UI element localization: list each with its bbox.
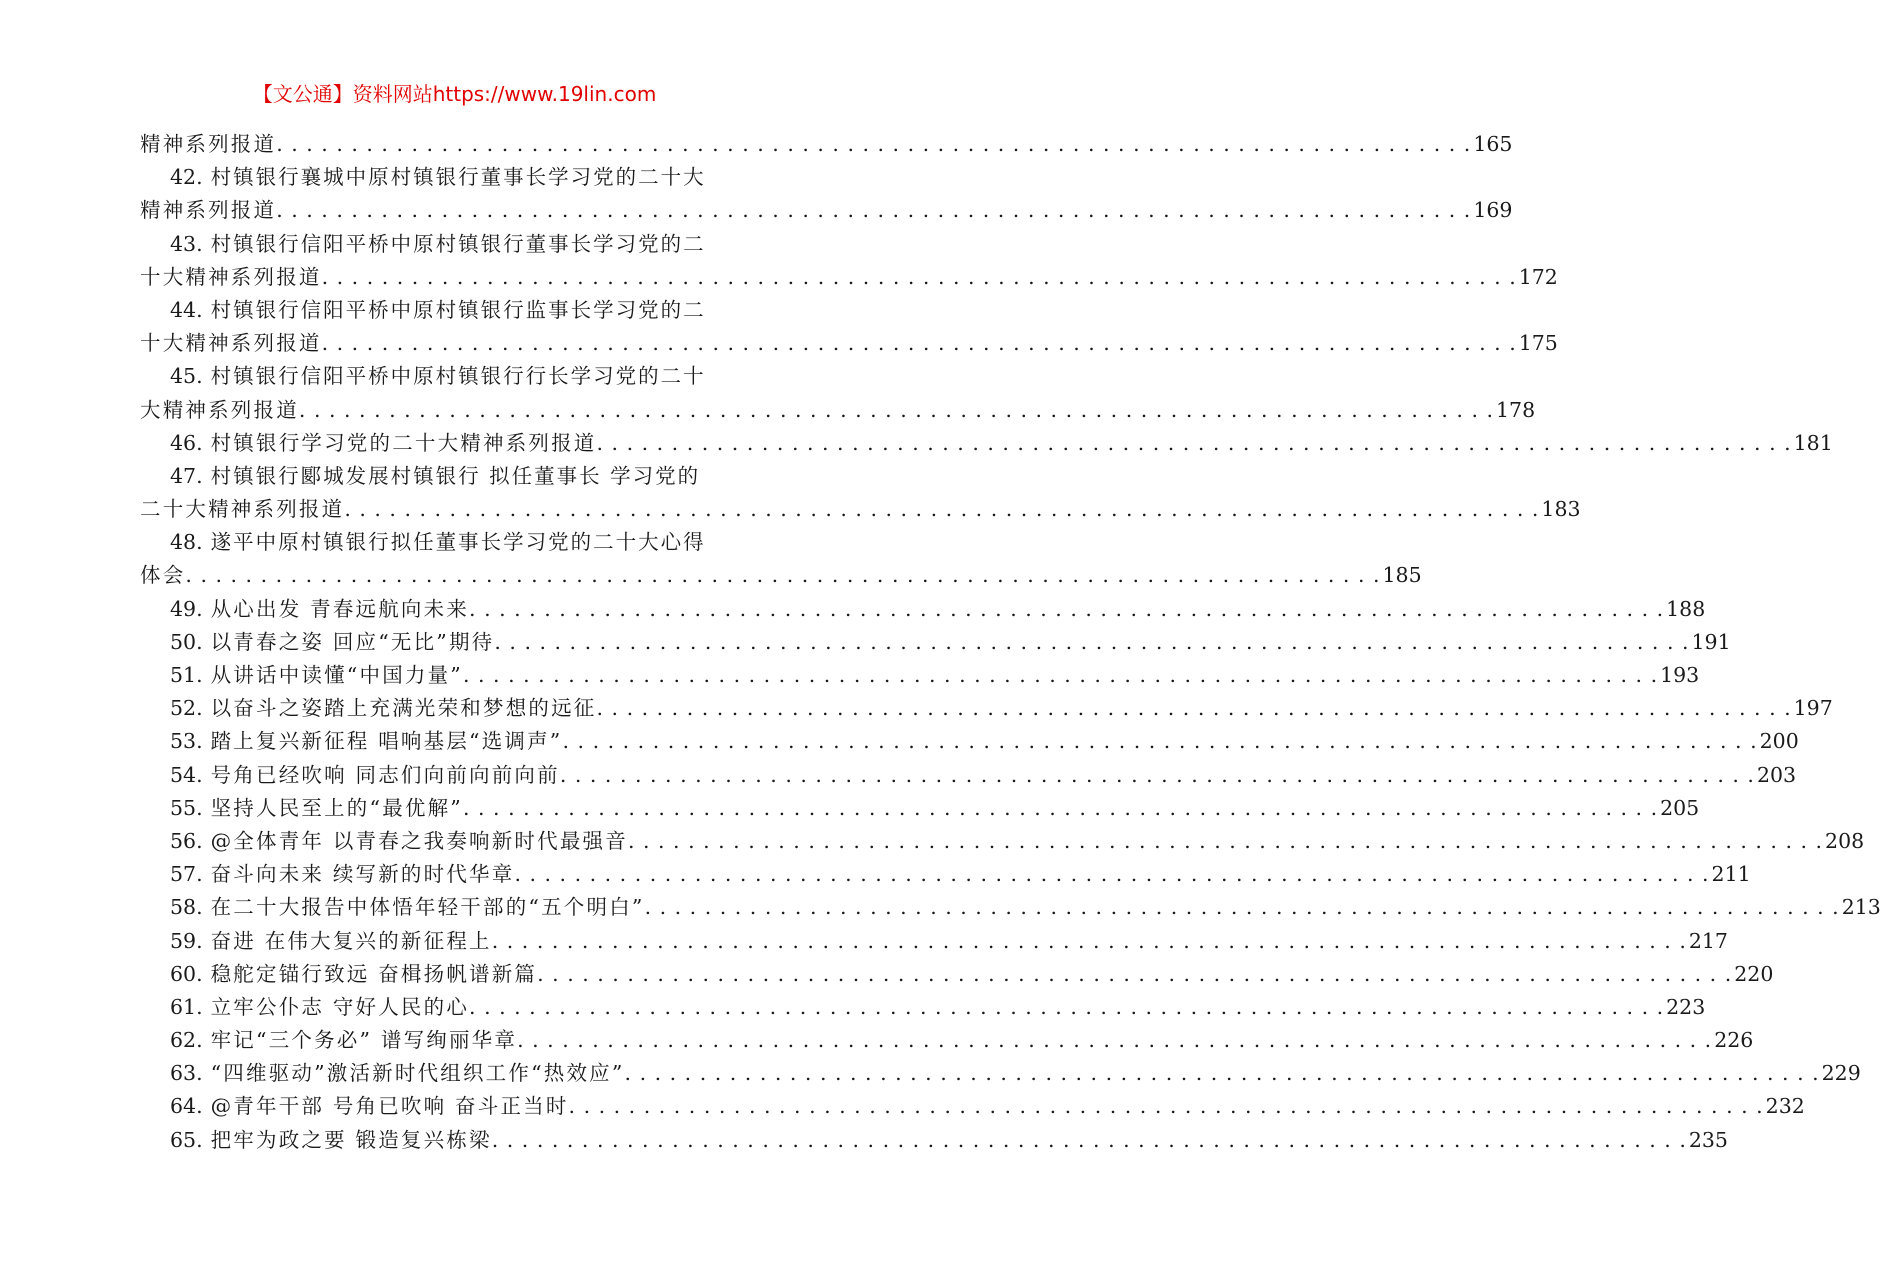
dot-leader — [463, 659, 1658, 692]
toc-page-number: 193 — [1660, 663, 1700, 687]
toc-entry[interactable] — [140, 294, 772, 327]
toc-entry-title-line2: 精神系列报道 — [140, 198, 277, 223]
toc-page-number: 197 — [1793, 696, 1833, 721]
toc-entry[interactable] — [140, 1057, 1861, 1090]
toc-page-number: 217 — [1688, 928, 1728, 953]
toc-entry-continuation[interactable] — [140, 327, 1558, 360]
toc-entry-number: 58. — [170, 895, 203, 920]
toc-entry-number: 61. — [170, 994, 203, 1019]
toc-entry-title: 在二十大报告中体悟年轻干部的“五个明白” — [210, 895, 645, 920]
toc-entry-title: 牢记“三个务必” 谱写绚丽华章 — [210, 1028, 518, 1053]
toc-entry-number: 60. — [170, 961, 203, 986]
toc-entry-title: 奋斗向未来 续写新的时代华章 — [210, 862, 515, 887]
toc-entry-continuation[interactable] — [140, 559, 1422, 592]
toc-page-number: 200 — [1759, 729, 1799, 754]
dot-leader — [276, 194, 1471, 227]
toc-page-number: 165 — [1473, 132, 1513, 156]
toc-page-number: 172 — [1518, 264, 1558, 289]
dot-leader — [185, 559, 1380, 592]
toc-entry-title-line1: 村镇银行襄城中原村镇银行董事长学习党的二十大 — [210, 165, 706, 190]
dot-leader — [625, 1057, 1820, 1090]
toc-entry-number: 64. — [170, 1094, 203, 1119]
toc-entry-continuation[interactable] — [140, 493, 1581, 526]
toc-entry-title-line1: 村镇银行信阳平桥中原村镇银行监事长学习党的二 — [210, 297, 706, 322]
toc-entry[interactable] — [140, 792, 1700, 825]
toc-page-number: 175 — [1518, 331, 1558, 356]
dot-leader — [492, 925, 1687, 958]
toc-entry[interactable] — [140, 925, 1728, 958]
toc-entry-title-line1: 村镇银行信阳平桥中原村镇银行董事长学习党的二 — [210, 231, 706, 256]
toc-entry-number: 51. — [170, 663, 203, 687]
toc-entry-title: 踏上复兴新征程 唱响基层“选调声” — [210, 729, 563, 754]
toc-entry-number: 48. — [170, 530, 203, 555]
site-banner[interactable] — [0, 78, 909, 107]
toc-page-number: 183 — [1541, 497, 1581, 522]
toc-entry[interactable] — [140, 161, 772, 194]
toc-entry[interactable] — [140, 1024, 1754, 1057]
dot-leader — [514, 858, 1709, 891]
toc-page-number: 232 — [1765, 1094, 1805, 1119]
toc-entry-title-line2: 十大精神系列报道 — [140, 331, 322, 356]
toc-entry-number: 47. — [170, 463, 203, 488]
toc-entry[interactable] — [140, 725, 1799, 758]
toc-entry-title-line1: 村镇银行郾城发展村镇银行 拟任董事长 学习党的 — [210, 463, 701, 488]
toc-page-number: 188 — [1666, 596, 1706, 621]
toc-entry-title-line2: 大精神系列报道 — [140, 397, 299, 422]
toc-entry-continuation[interactable] — [140, 261, 1558, 294]
toc-entry-number: 53. — [170, 729, 203, 754]
banner-prefix: 【文公通】资料网站 — [252, 82, 433, 106]
dot-leader — [569, 1090, 1764, 1123]
dot-leader — [276, 128, 1471, 161]
toc-entry-number: 65. — [170, 1127, 203, 1152]
toc-entry-number: 45. — [170, 364, 203, 389]
toc-entry[interactable] — [140, 692, 1833, 725]
toc-entry-number: 43. — [170, 231, 203, 256]
dot-leader — [563, 725, 1758, 758]
toc-page-number: 208 — [1825, 828, 1865, 853]
toc-entry-number: 50. — [170, 629, 203, 654]
banner-url[interactable]: https://www.19lin.com — [432, 82, 657, 106]
toc-entry-number: 62. — [170, 1028, 203, 1053]
toc-entry[interactable] — [140, 858, 1751, 891]
toc-page-number: 169 — [1473, 198, 1513, 223]
toc-entry[interactable] — [140, 659, 1700, 692]
toc-entry[interactable] — [140, 526, 772, 559]
toc-entry-number: 56. — [170, 828, 203, 853]
toc-entry-title-line2: 十大精神系列报道 — [140, 264, 322, 289]
toc-entry[interactable] — [140, 891, 1881, 924]
toc-entry-title-line1: 村镇银行信阳平桥中原村镇银行行长学习党的二十 — [210, 364, 706, 389]
toc-entry[interactable] — [140, 427, 1833, 460]
toc-entry-title-line1: 遂平中原村镇银行拟任董事长学习党的二十大心得 — [210, 530, 706, 555]
toc-entry-number: 46. — [170, 430, 203, 455]
toc-page-number: 178 — [1496, 397, 1536, 422]
toc-page-number: 181 — [1793, 430, 1833, 455]
toc-entry[interactable] — [140, 128, 1513, 161]
dot-leader — [463, 792, 1658, 825]
toc-entry-number: 52. — [170, 696, 203, 721]
toc-page-number: 229 — [1821, 1061, 1861, 1086]
toc-entry-number: 55. — [170, 795, 203, 820]
toc-entry[interactable] — [140, 1124, 1728, 1157]
toc-entry[interactable] — [140, 825, 1865, 858]
dot-leader — [537, 958, 1732, 991]
toc-entry-title: 以奋斗之姿踏上充满光荣和梦想的远征 — [210, 696, 597, 721]
table-of-contents — [140, 128, 1881, 1157]
dot-leader — [560, 759, 1755, 792]
dot-leader — [492, 1124, 1687, 1157]
toc-entry-title: 奋进 在伟大复兴的新征程上 — [210, 928, 492, 953]
toc-page-number: 213 — [1841, 895, 1881, 920]
dot-leader — [628, 825, 1823, 858]
toc-page-number: 203 — [1756, 762, 1797, 787]
toc-entry-title: 把牢为政之要 锻造复兴栋梁 — [210, 1127, 492, 1152]
dot-leader — [645, 891, 1840, 924]
toc-entry-number: 49. — [170, 596, 203, 621]
dot-leader — [517, 1024, 1712, 1057]
toc-entry-title: @全体青年 以青春之我奏响新时代最强音 — [210, 828, 628, 853]
toc-page-number: 226 — [1714, 1028, 1754, 1053]
toc-page-number: 235 — [1688, 1127, 1728, 1152]
toc-entry[interactable] — [140, 958, 1774, 991]
toc-entry[interactable] — [140, 626, 1731, 659]
toc-entry-number: 54. — [170, 762, 203, 787]
dot-leader — [322, 261, 1517, 294]
toc-page-number: 185 — [1382, 563, 1422, 588]
toc-entry-title: 以青春之姿 回应“无比”期待 — [210, 629, 495, 654]
dot-leader — [469, 593, 1664, 626]
toc-entry-title: 稳舵定锚行致远 奋楫扬帆谱新篇 — [210, 961, 538, 986]
toc-entry-title: 精神系列报道 — [140, 132, 277, 156]
dot-leader — [597, 692, 1792, 725]
toc-entry[interactable] — [140, 360, 772, 393]
toc-entry-title: @青年干部 号角已吹响 奋斗正当时 — [210, 1094, 569, 1119]
toc-entry-continuation[interactable] — [140, 394, 1536, 427]
toc-entry-continuation[interactable] — [140, 194, 1513, 227]
toc-entry-number: 59. — [170, 928, 203, 953]
dot-leader — [299, 394, 1494, 427]
toc-entry-title-line2: 体会 — [140, 563, 186, 588]
toc-entry-number: 57. — [170, 862, 203, 887]
toc-entry[interactable] — [140, 759, 1797, 792]
toc-page-number: 220 — [1734, 961, 1774, 986]
toc-entry-title: 从心出发 青春远航向未来 — [210, 596, 470, 621]
toc-entry-number: 44. — [170, 297, 203, 322]
toc-entry-number: 63. — [170, 1061, 203, 1086]
toc-entry-title: 从讲话中读懂“中国力量” — [210, 663, 463, 687]
dot-leader — [597, 427, 1792, 460]
toc-page-number: 205 — [1660, 795, 1700, 820]
toc-entry[interactable] — [140, 228, 772, 261]
dot-leader — [494, 626, 1689, 659]
toc-entry-title: “四维驱动”激活新时代组织工作“热效应” — [210, 1061, 625, 1086]
toc-entry-number: 42. — [170, 165, 203, 190]
toc-entry[interactable] — [140, 1090, 1805, 1123]
toc-entry-title: 立牢公仆志 守好人民的心 — [210, 994, 470, 1019]
toc-entry[interactable] — [140, 593, 1706, 626]
toc-page-number: 223 — [1666, 994, 1706, 1019]
toc-entry-title: 坚持人民至上的“最优解” — [210, 795, 463, 820]
dot-leader — [322, 327, 1517, 360]
toc-entry-title: 村镇银行学习党的二十大精神系列报道 — [210, 430, 597, 455]
dot-leader — [469, 991, 1664, 1024]
toc-page-number: 211 — [1711, 862, 1751, 887]
dot-leader — [344, 493, 1539, 526]
toc-page-number: 191 — [1691, 629, 1731, 654]
toc-entry[interactable] — [140, 460, 772, 493]
toc-entry-title: 号角已经吹响 同志们向前向前向前 — [210, 762, 560, 787]
toc-entry[interactable] — [140, 991, 1706, 1024]
toc-entry-title-line2: 二十大精神系列报道 — [140, 497, 345, 522]
